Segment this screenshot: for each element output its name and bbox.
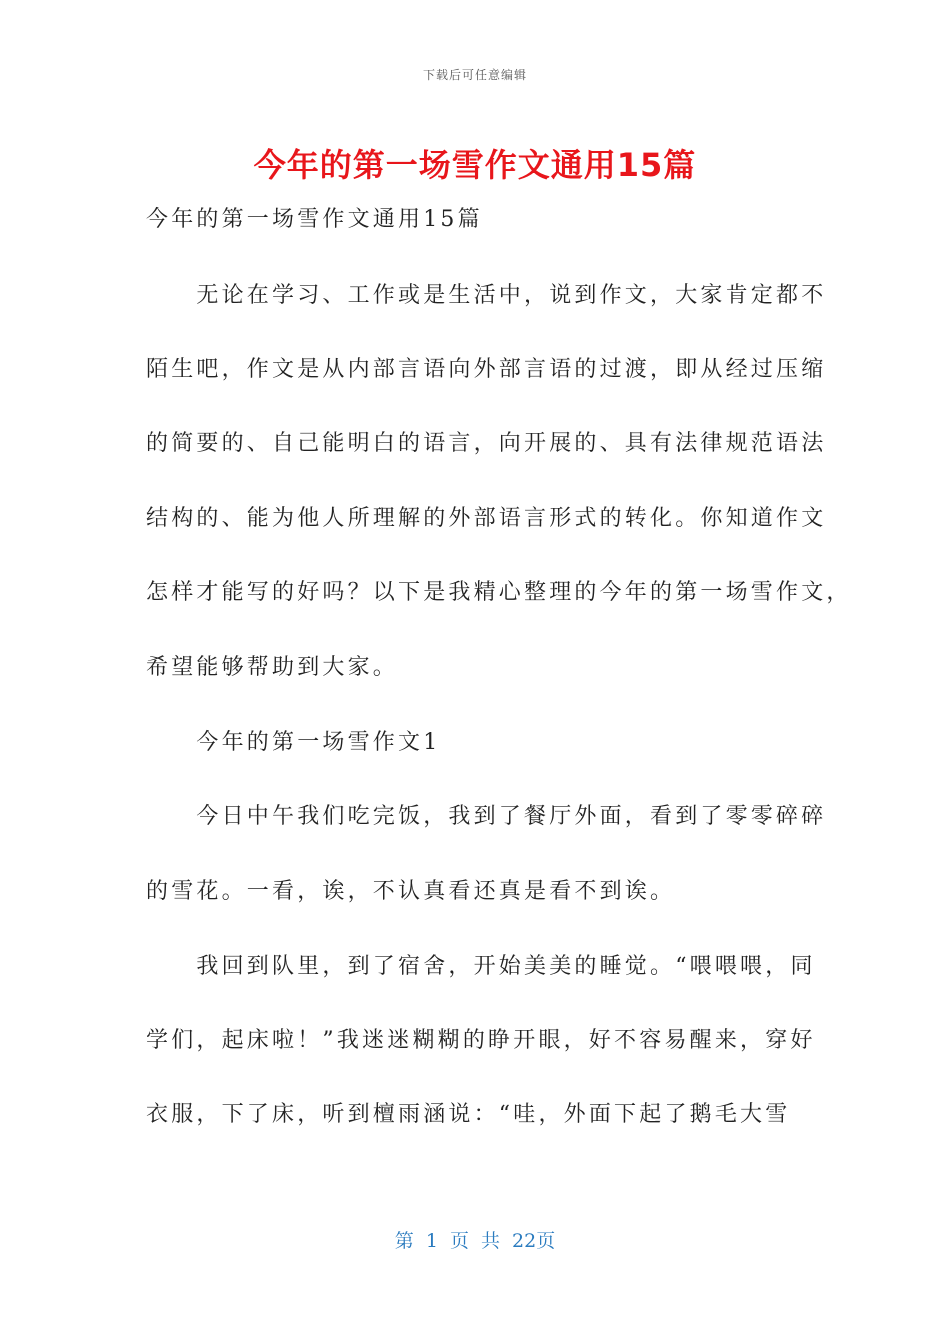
paragraph-line: 的简要的、自己能明白的语言，向开展的、具有法律规范语法 [146, 431, 827, 456]
page-number: 第 1 页 共 22页 [394, 1230, 556, 1252]
paragraph-line: 今日中午我们吃完饭，我到了餐厅外面，看到了零零碎碎 [146, 804, 827, 829]
paragraph-line: 无论在学习、工作或是生活中，说到作文，大家肯定都不 [146, 283, 827, 308]
paragraph-line: 结构的、能为他人所理解的外部语言形式的转化。你知道作文 [146, 506, 827, 531]
subtitle-line: 今年的第一场雪作文通用15篇 [146, 207, 483, 232]
section-heading: 今年的第一场雪作文1 [146, 730, 441, 755]
paragraph-line: 希望能够帮助到大家。 [146, 655, 399, 680]
paragraph-line: 的雪花。一看，诶，不认真看还真是看不到诶。 [146, 879, 676, 904]
paragraph-line: 怎样才能写的好吗？以下是我精心整理的今年的第一场雪作文， [146, 580, 852, 605]
document-title: 今年的第一场雪作文通用15篇 [253, 146, 697, 184]
paragraph-line: 我回到队里，到了宿舍，开始美美的睡觉。“喂喂喂，同 [146, 954, 816, 979]
header-note: 下载后可任意编辑 [422, 68, 527, 82]
paragraph-line: 陌生吧，作文是从内部言语向外部言语的过渡，即从经过压缩 [146, 357, 827, 382]
paragraph-line: 衣服，下了床，听到檀雨涵说：“哇，外面下起了鹅毛大雪 [146, 1102, 791, 1127]
paragraph-line: 学们，起床啦！”我迷迷糊糊的睁开眼，好不容易醒来，穿好 [146, 1028, 816, 1053]
